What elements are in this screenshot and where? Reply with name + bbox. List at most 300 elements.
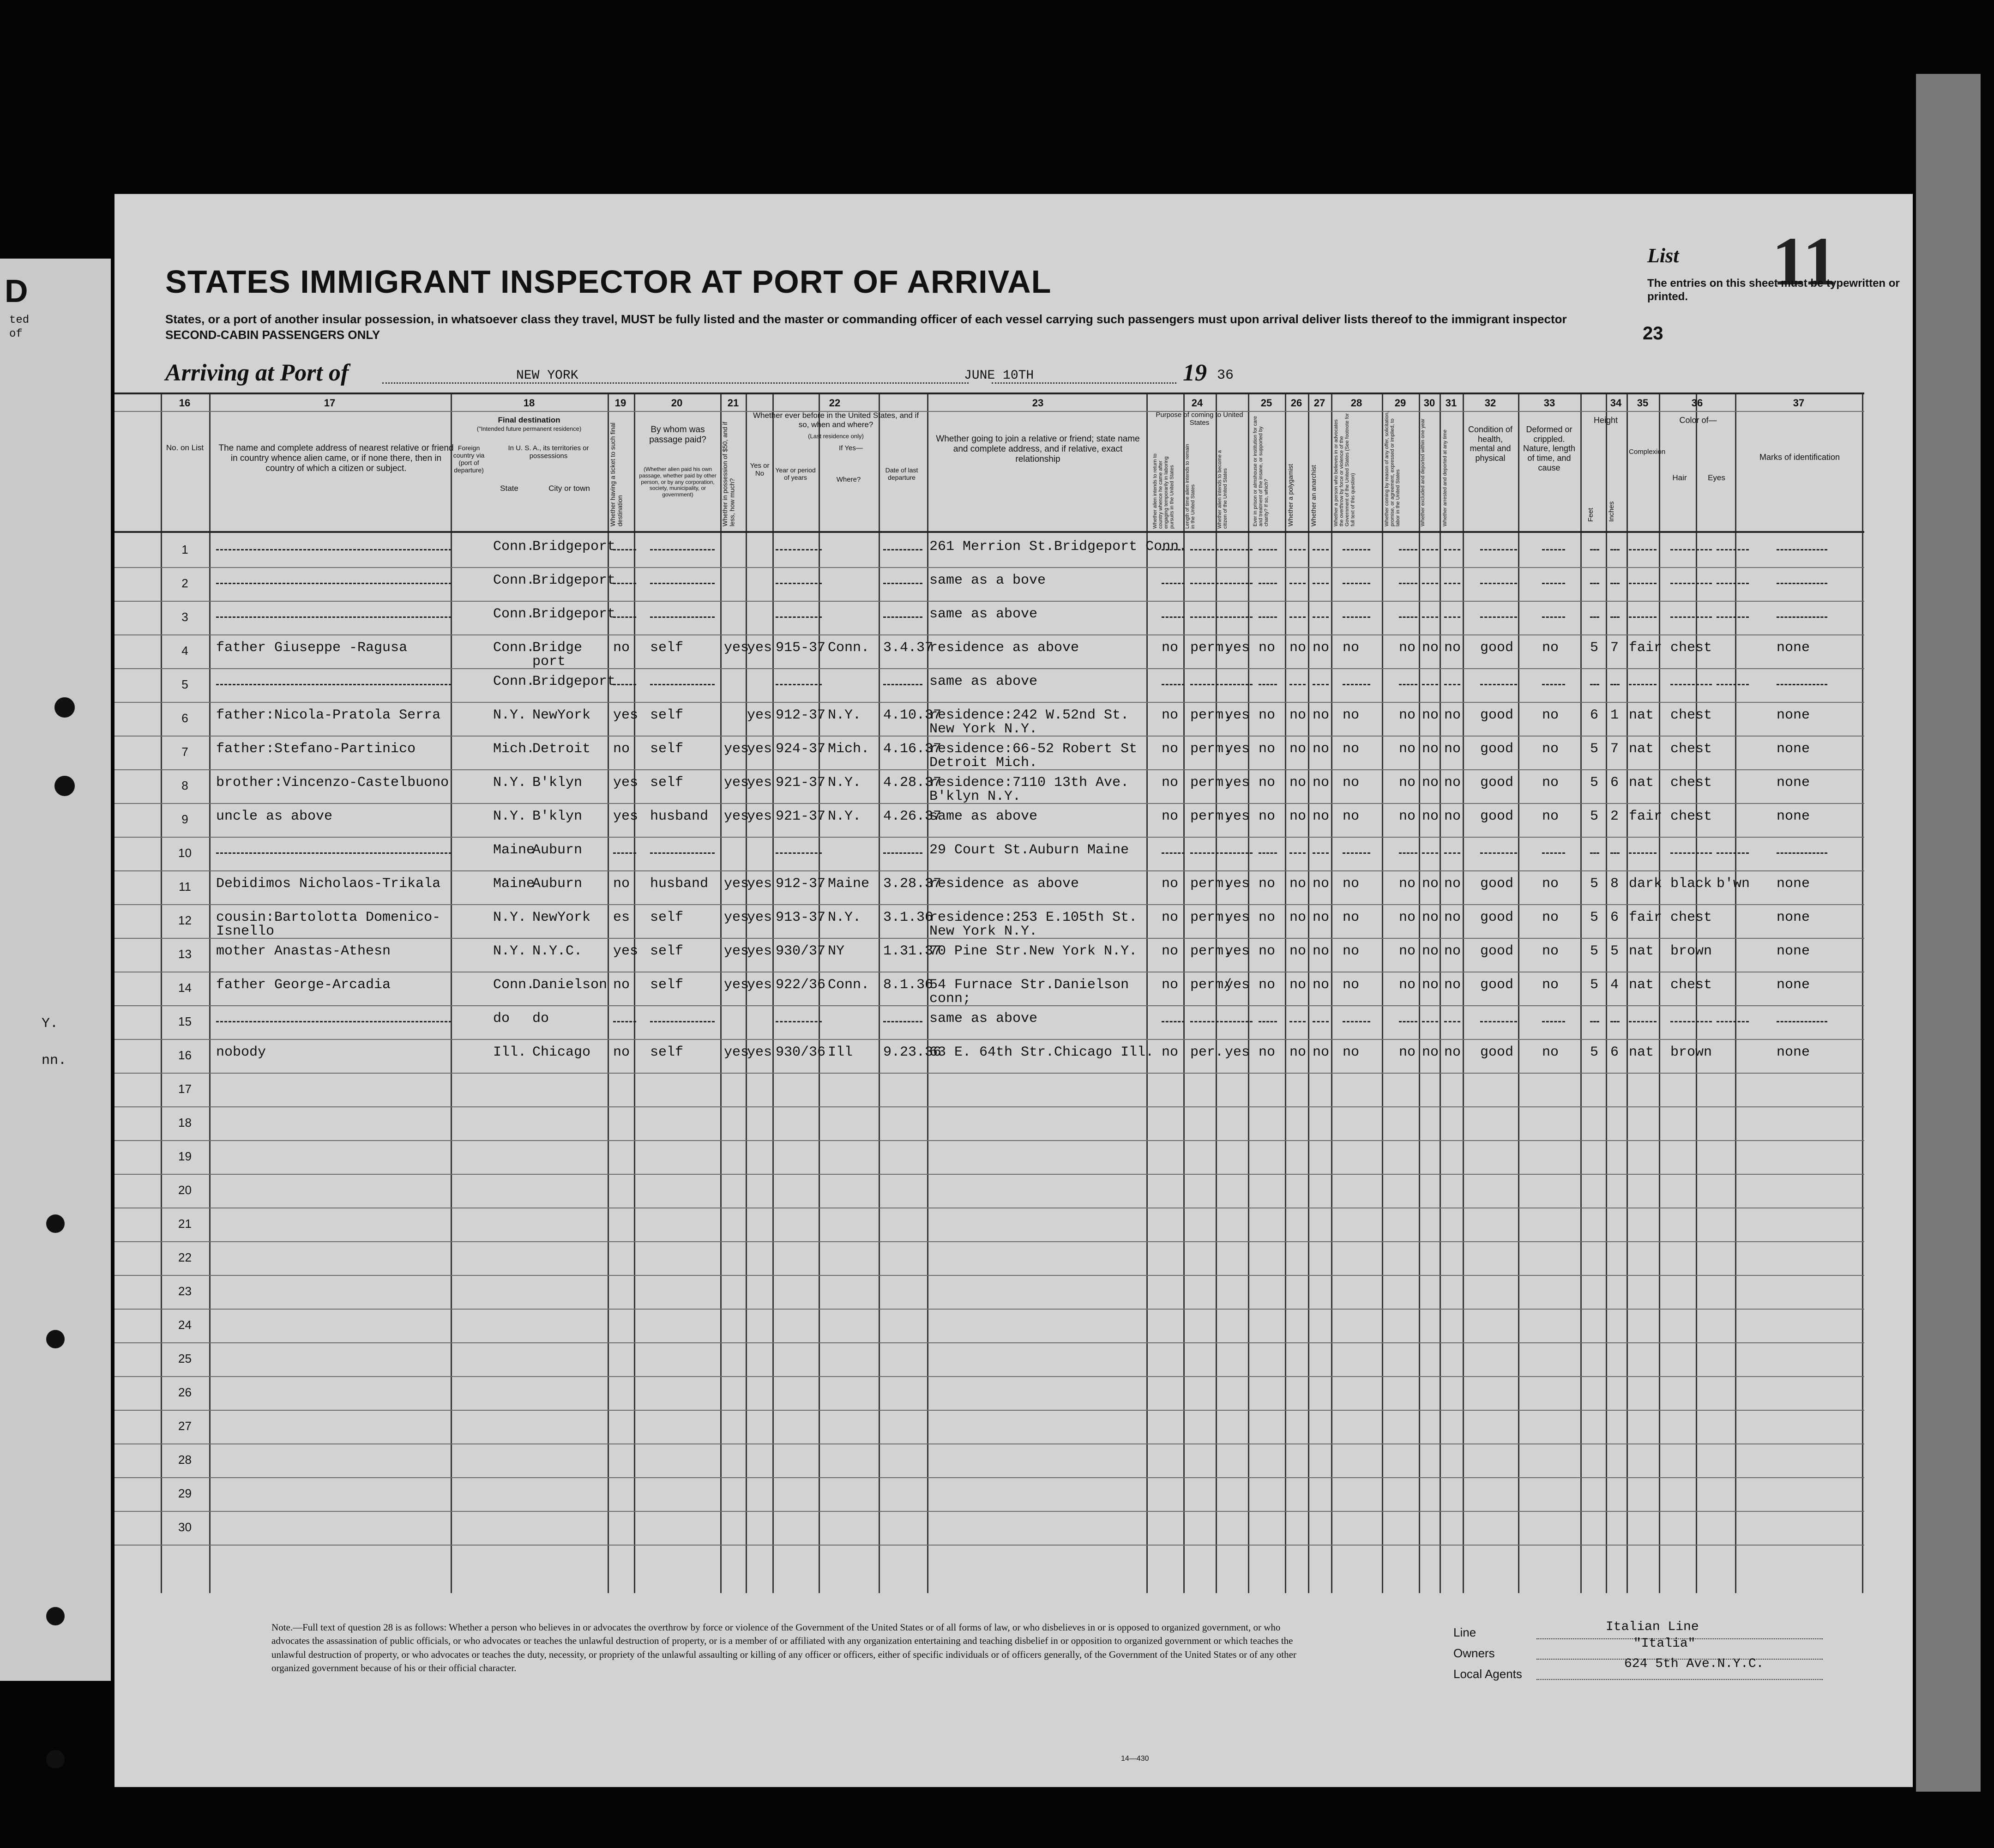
cell-polyg: no [1289, 943, 1307, 959]
footnote-question-28: Note.—Full text of question 28 is as follows: Whether a person who believes in or advocates the overthrow by force or violence of the Government of the United States or of all forms of law, or who disbelieves in or is opposed to organized government, or who advocates the assassination of public officials, or who advocates or teaches the unlawful destruction of property, or is a member of or affiliated with any organization entertaining and teaching disbelief in or opposition to organized government or which teaches the unlawful destruction of property, or who advocates or teaches the duty, necessity, or propriety of the unlawful assaulting or killing of any officer or officers, either of specific individuals or of officers generally, of the Government of the United States or of any other organized government because of his or their official character. [271, 1622, 1296, 1674]
ditto-dash [1259, 616, 1277, 618]
cell-inches: 8 [1610, 876, 1619, 892]
header-purpose: Purpose of coming to United States [1156, 411, 1243, 427]
column-number: 32 [1484, 397, 1496, 409]
ditto-dash [1313, 852, 1329, 854]
column-number: 28 [1350, 397, 1362, 409]
cell-citizen: yes [1225, 775, 1250, 791]
cell-relative: nobody [216, 1045, 266, 1060]
ditto-dash [1629, 684, 1657, 685]
cell-joining: residence as above [929, 876, 1079, 892]
column-number: 29 [1394, 397, 1406, 409]
ditto-dash [1259, 852, 1277, 854]
ditto-dash [650, 684, 715, 685]
ditto-dash [1542, 616, 1565, 618]
cell-health: good [1480, 775, 1514, 791]
cell-complexion: fair [1629, 809, 1663, 824]
cell-paid: self [650, 943, 684, 959]
cell-anarch: no [1313, 943, 1330, 959]
ditto-dash [1422, 549, 1438, 550]
cell-marks: none [1777, 707, 1810, 723]
cell-money: yes [724, 943, 749, 959]
cell-state: do [493, 1011, 510, 1027]
column-rule [634, 393, 635, 1593]
cell-anarch: no [1313, 809, 1330, 824]
cell-marks: none [1777, 943, 1810, 959]
ditto-dash [1629, 616, 1657, 618]
cell-hair: black [1670, 876, 1712, 892]
row-rule [114, 702, 1864, 703]
ditto-dash [650, 583, 715, 584]
cell-where: Mich. [828, 741, 870, 757]
cell-city: Detroit [532, 741, 591, 757]
cell-paid: self [650, 707, 684, 723]
cell-money: yes [724, 910, 749, 925]
column-rule [1735, 393, 1736, 1593]
cell-years: 921-37 [776, 775, 826, 791]
cell-departure: 1.31.37 [883, 943, 942, 959]
cell-money: yes [724, 977, 749, 993]
cell-deformed: no [1542, 1045, 1559, 1060]
cell-marks: none [1777, 876, 1810, 892]
passenger-class-line: SECOND-CABIN PASSENGERS ONLY [165, 328, 380, 342]
column-rule [746, 393, 747, 1593]
column-number: 20 [671, 397, 683, 409]
header-state: State [500, 484, 518, 493]
header-yes-no: Yes or No [750, 462, 770, 478]
column-number: 17 [324, 397, 336, 409]
cell-feet: 5 [1590, 943, 1599, 959]
cell-complexion: nat [1629, 943, 1654, 959]
ditto-dash [1313, 684, 1329, 685]
cell-money: yes [724, 876, 749, 892]
cell-before: yes [747, 775, 772, 791]
ditto-dash [1225, 684, 1253, 685]
cell-where: N.Y. [828, 910, 861, 925]
ditto-dash [216, 583, 452, 584]
cell-length: perm/ [1190, 977, 1232, 993]
ditto-dash [1542, 583, 1565, 584]
column-number: 25 [1260, 397, 1272, 409]
cell-city: Bridgeport [532, 573, 616, 588]
cell-overthrow: no [1343, 775, 1360, 791]
cell-overthrow: no [1343, 943, 1360, 959]
cell-length: perm. [1190, 809, 1232, 824]
cell-overthrow: no [1343, 741, 1360, 757]
arriving-label: Arriving at Port of [165, 360, 349, 386]
ditto-dash [1590, 684, 1599, 685]
row-rule [114, 1376, 1864, 1377]
cell-citizen: yes [1225, 1045, 1250, 1060]
ditto-dash [776, 1021, 822, 1022]
row-rule [114, 1410, 1864, 1411]
cell-prison: no [1259, 640, 1276, 656]
row-rule [114, 870, 1864, 871]
cell-prison: no [1259, 775, 1276, 791]
cell-city: NewYork [532, 910, 591, 925]
column-number: 22 [829, 397, 841, 409]
cell-feet: 5 [1590, 1045, 1599, 1060]
cell-complexion: nat [1629, 1045, 1654, 1060]
cell-before: yes [747, 707, 772, 723]
row-number: 23 [178, 1284, 192, 1298]
cell-feet: 6 [1590, 707, 1599, 723]
cell-inches: 5 [1610, 943, 1619, 959]
cell-state: N.Y. [493, 809, 527, 824]
punch-hole [46, 1214, 65, 1233]
cell-money: yes [724, 1045, 749, 1060]
ditto-dash [1444, 583, 1460, 584]
cell-polyg: no [1289, 775, 1307, 791]
form-title: STATES IMMIGRANT INSPECTOR AT PORT OF ARRIVAL [165, 264, 1052, 300]
ditto-dash [1717, 583, 1749, 584]
ditto-dash [1422, 1021, 1438, 1022]
ditto-dash [1399, 583, 1417, 584]
ditto-dash [613, 583, 636, 584]
cell-before: yes [747, 910, 772, 925]
row-rule [114, 1545, 1864, 1546]
cell-joining: residence as above [929, 640, 1079, 656]
cell-relative: brother:Vincenzo-Castelbuono [216, 775, 449, 791]
column-number: 18 [523, 397, 535, 409]
cell-inches: 4 [1610, 977, 1619, 993]
row-number: 2 [181, 576, 188, 590]
column-rule [1285, 393, 1286, 1593]
cell-joining: 261 Merrion St.Bridgeport Conn. [929, 539, 1187, 555]
cell-years: 912-37 [776, 876, 826, 892]
cell-length: perm. [1190, 775, 1232, 791]
ditto-dash [1225, 549, 1253, 550]
cell-return: no [1162, 977, 1179, 993]
cell-health: good [1480, 977, 1514, 993]
column-number: 24 [1191, 397, 1203, 409]
cell-anarch: no [1313, 977, 1330, 993]
ditto-dash [650, 616, 715, 618]
ditto-dash [1717, 616, 1749, 618]
ditto-dash [1480, 1021, 1517, 1022]
cell-anarch: no [1313, 741, 1330, 757]
cell-ticket: no [613, 640, 630, 656]
cell-arrested: no [1444, 707, 1461, 723]
column-number: 26 [1290, 397, 1302, 409]
ditto-dash [1162, 583, 1185, 584]
column-rule [1606, 393, 1607, 1593]
column-number: 30 [1423, 397, 1435, 409]
cell-joining: 29 Court St.Auburn Maine [929, 842, 1129, 858]
ditto-dash [1162, 549, 1185, 550]
cell-ticket: no [613, 1045, 630, 1060]
ditto-dash [1399, 852, 1417, 854]
cell-excluded: no [1422, 1045, 1439, 1060]
ditto-dash [1777, 549, 1827, 550]
cell-state: Maine [493, 876, 535, 892]
cell-hair: chest [1670, 809, 1712, 824]
cell-excluded: no [1422, 977, 1439, 993]
row-number: 3 [181, 610, 188, 624]
row-rule [114, 1342, 1864, 1343]
cell-return: no [1162, 910, 1179, 925]
ditto-dash [1399, 616, 1417, 618]
cell-departure: 4.26.37 [883, 809, 942, 824]
ditto-dash [1610, 1021, 1620, 1022]
column-rule [819, 393, 820, 1593]
ditto-dash [1190, 583, 1227, 584]
column-rule [1248, 393, 1249, 1593]
row-number: 14 [178, 981, 192, 995]
ditto-dash [1162, 1021, 1185, 1022]
cell-before: yes [747, 741, 772, 757]
cell-offer: no [1399, 910, 1416, 925]
header-before-in-us: Whether ever before in the United States, and if so, when and where? [753, 411, 919, 429]
column-rule [1518, 393, 1519, 1593]
header-passage-paid-sub: (Whether alien paid his own passage, whether paid by other person, or by any corporation, society, municipality, or government) [639, 466, 717, 498]
form-number: 14—430 [1121, 1755, 1149, 1763]
agents-rule [1536, 1679, 1823, 1680]
stub-fragment: Y. [42, 1016, 59, 1032]
ditto-dash [883, 583, 922, 584]
ditto-dash [1259, 684, 1277, 685]
ditto-dash [1422, 583, 1438, 584]
cell-state: N.Y. [493, 910, 527, 925]
ditto-dash [1313, 616, 1329, 618]
cell-where: N.Y. [828, 775, 861, 791]
column-rule [772, 393, 774, 1593]
cell-departure: 4.10.37 [883, 707, 942, 723]
cell-anarch: no [1313, 640, 1330, 656]
cell-feet: 5 [1590, 876, 1599, 892]
cell-deformed: no [1542, 775, 1559, 791]
ditto-dash [1590, 583, 1599, 584]
ditto-dash [776, 616, 822, 618]
cell-joining: 70 Pine Str.New York N.Y. [929, 943, 1138, 959]
cell-inches: 2 [1610, 809, 1619, 824]
header-before-in-us-sub: (Last residence only) [808, 433, 864, 440]
cell-deformed: no [1542, 741, 1559, 757]
column-rule [1440, 393, 1441, 1593]
header-no-on-list: No. on List [166, 443, 204, 452]
year-prefix: 19 [1183, 360, 1207, 386]
cell-citizen: yes [1225, 741, 1250, 757]
column-rule [1216, 393, 1217, 1593]
column-number: 33 [1543, 397, 1555, 409]
cell-excluded: no [1422, 809, 1439, 824]
cell-joining: 63 E. 64th Str.Chicago Ill. [929, 1045, 1154, 1060]
cell-joining: same as a bove [929, 573, 1046, 588]
row-number: 28 [178, 1453, 192, 1467]
cell-joining: same as above [929, 809, 1038, 824]
column-number: 35 [1637, 397, 1649, 409]
cell-complexion: fair [1629, 910, 1663, 925]
ditto-dash [1629, 583, 1657, 584]
ditto-dash [1190, 616, 1227, 618]
cell-paid: self [650, 977, 684, 993]
stub-fragment: ted [9, 314, 30, 326]
header-money: Whether in possession of $50, and if less, how much? [721, 422, 736, 526]
header-eyes: Eyes [1708, 473, 1725, 482]
cell-city: Bridgeport [532, 674, 616, 689]
cell-arrested: no [1444, 809, 1461, 824]
punch-hole [54, 776, 75, 796]
ditto-dash [1289, 549, 1306, 550]
cell-state: Conn. [493, 573, 535, 588]
cell-polyg: no [1289, 741, 1307, 757]
cell-complexion: nat [1629, 977, 1654, 993]
cell-offer: no [1399, 876, 1416, 892]
cell-joining: residence:66-52 Robert St Detroit Mich. [929, 741, 1138, 771]
column-number: 23 [1032, 397, 1044, 409]
ditto-dash [1289, 852, 1306, 854]
cell-excluded: no [1422, 707, 1439, 723]
stub-fragment: D [5, 273, 28, 309]
cell-marks: none [1777, 640, 1810, 656]
cell-inches: 6 [1610, 775, 1619, 791]
ditto-dash [1717, 684, 1749, 685]
ditto-dash [1289, 684, 1306, 685]
cell-health: good [1480, 809, 1514, 824]
cell-excluded: no [1422, 640, 1439, 656]
stub-fragment: nn. [42, 1053, 67, 1069]
cell-polyg: no [1289, 640, 1307, 656]
ditto-dash [650, 1021, 715, 1022]
column-number: 37 [1793, 397, 1805, 409]
year-suffix: 36 [1217, 368, 1234, 383]
cell-length: perm. [1190, 640, 1232, 656]
header-feet: Feet [1587, 507, 1595, 522]
ditto-dash [1190, 852, 1227, 854]
cell-arrested: no [1444, 910, 1461, 925]
cell-before: yes [747, 943, 772, 959]
cell-feet: 5 [1590, 640, 1599, 656]
cell-polyg: no [1289, 707, 1307, 723]
cell-joining: residence:242 W.52nd St. New York N.Y. [929, 707, 1129, 737]
row-number: 10 [178, 846, 192, 860]
row-number: 26 [178, 1385, 192, 1399]
column-rule [927, 393, 928, 1593]
row-number: 11 [179, 880, 191, 894]
cell-complexion: nat [1629, 775, 1654, 791]
header-anarchist: Whether an anarchist [1310, 465, 1317, 526]
ditto-dash [1610, 684, 1620, 685]
cell-ticket: yes [613, 943, 639, 959]
cell-ticket: yes [613, 809, 639, 824]
cell-ticket: yes [613, 775, 639, 791]
ditto-dash [1590, 852, 1599, 854]
row-number: 24 [178, 1318, 192, 1332]
cell-years: 913-37 [776, 910, 826, 925]
cell-arrested: no [1444, 775, 1461, 791]
cell-return: no [1162, 876, 1179, 892]
ditto-dash [883, 852, 922, 854]
cell-offer: no [1399, 977, 1416, 993]
cell-return: no [1162, 809, 1179, 824]
cell-city: Bridgeport [532, 606, 616, 622]
cell-offer: no [1399, 1045, 1416, 1060]
cell-health: good [1480, 1045, 1514, 1060]
cell-years: 922/36 [776, 977, 826, 993]
cell-paid: husband [650, 809, 709, 824]
cell-where: Conn. [828, 977, 870, 993]
row-number: 7 [181, 745, 188, 759]
ditto-dash [216, 684, 452, 685]
cell-departure: 3.1.36 [883, 910, 934, 925]
cell-offer: no [1399, 640, 1416, 656]
ditto-dash [1480, 684, 1517, 685]
cell-city: Bridgeport [532, 539, 616, 555]
cell-overthrow: no [1343, 977, 1360, 993]
ditto-dash [1542, 852, 1565, 854]
ditto-dash [1162, 852, 1185, 854]
cell-prison: no [1259, 876, 1276, 892]
ditto-dash [1289, 583, 1306, 584]
cell-length: perm. [1190, 741, 1232, 757]
column-rule [1580, 393, 1582, 1593]
cell-health: good [1480, 741, 1514, 757]
cell-anarch: no [1313, 707, 1330, 723]
cell-deformed: no [1542, 809, 1559, 824]
header-final-destination: Final destination [498, 416, 560, 424]
cell-ticket: no [613, 876, 630, 892]
cell-state: N.Y. [493, 943, 527, 959]
ditto-dash [1259, 1021, 1277, 1022]
cell-where: N.Y. [828, 809, 861, 824]
cell-where: N.Y. [828, 707, 861, 723]
cell-city: Danielson [532, 977, 608, 993]
header-foreign-country: Foreign country via (port of departure) [453, 444, 485, 474]
ditto-dash [1444, 852, 1460, 854]
cell-prison: no [1259, 809, 1276, 824]
cell-feet: 5 [1590, 741, 1599, 757]
cell-complexion: nat [1629, 741, 1654, 757]
row-rule [114, 1174, 1864, 1175]
column-rule [1463, 393, 1464, 1593]
column-number: 27 [1313, 397, 1325, 409]
ditto-dash [1162, 616, 1185, 618]
column-number: 36 [1691, 397, 1703, 409]
agents-label: Local Agents [1453, 1667, 1522, 1681]
cell-relative: father Giuseppe -Ragusa [216, 640, 408, 656]
ditto-dash [1590, 549, 1599, 550]
ditto-dash [776, 684, 822, 685]
ditto-dash [1777, 1021, 1827, 1022]
cell-joining: residence:7110 13th Ave. B'klyn N.Y. [929, 775, 1129, 804]
punch-hole [46, 1607, 65, 1625]
header-marks: Marks of identification [1759, 453, 1840, 462]
cell-return: no [1162, 943, 1179, 959]
row-number: 5 [181, 677, 188, 691]
cell-city: Chicago [532, 1045, 591, 1060]
cell-ticket: es [613, 910, 630, 925]
cell-hair: chest [1670, 910, 1712, 925]
line-label: Line [1453, 1625, 1476, 1639]
cell-money: yes [724, 775, 749, 791]
ditto-dash [1399, 549, 1417, 550]
port-value: NEW YORK [516, 368, 578, 383]
cell-offer: no [1399, 943, 1416, 959]
cell-complexion: dark [1629, 876, 1663, 892]
cell-years: 921-37 [776, 809, 826, 824]
ditto-dash [1422, 852, 1438, 854]
row-rule [114, 1241, 1864, 1242]
cell-complexion: fair [1629, 640, 1663, 656]
punch-hole [46, 1330, 65, 1348]
ditto-dash [613, 616, 636, 618]
ditto-dash [776, 583, 822, 584]
owners-label: Owners [1453, 1646, 1495, 1660]
line-value: Italian Line [1606, 1620, 1699, 1634]
cell-complexion: nat [1629, 707, 1654, 723]
cell-where: Conn. [828, 640, 870, 656]
date-value: JUNE 10TH [964, 368, 1034, 383]
